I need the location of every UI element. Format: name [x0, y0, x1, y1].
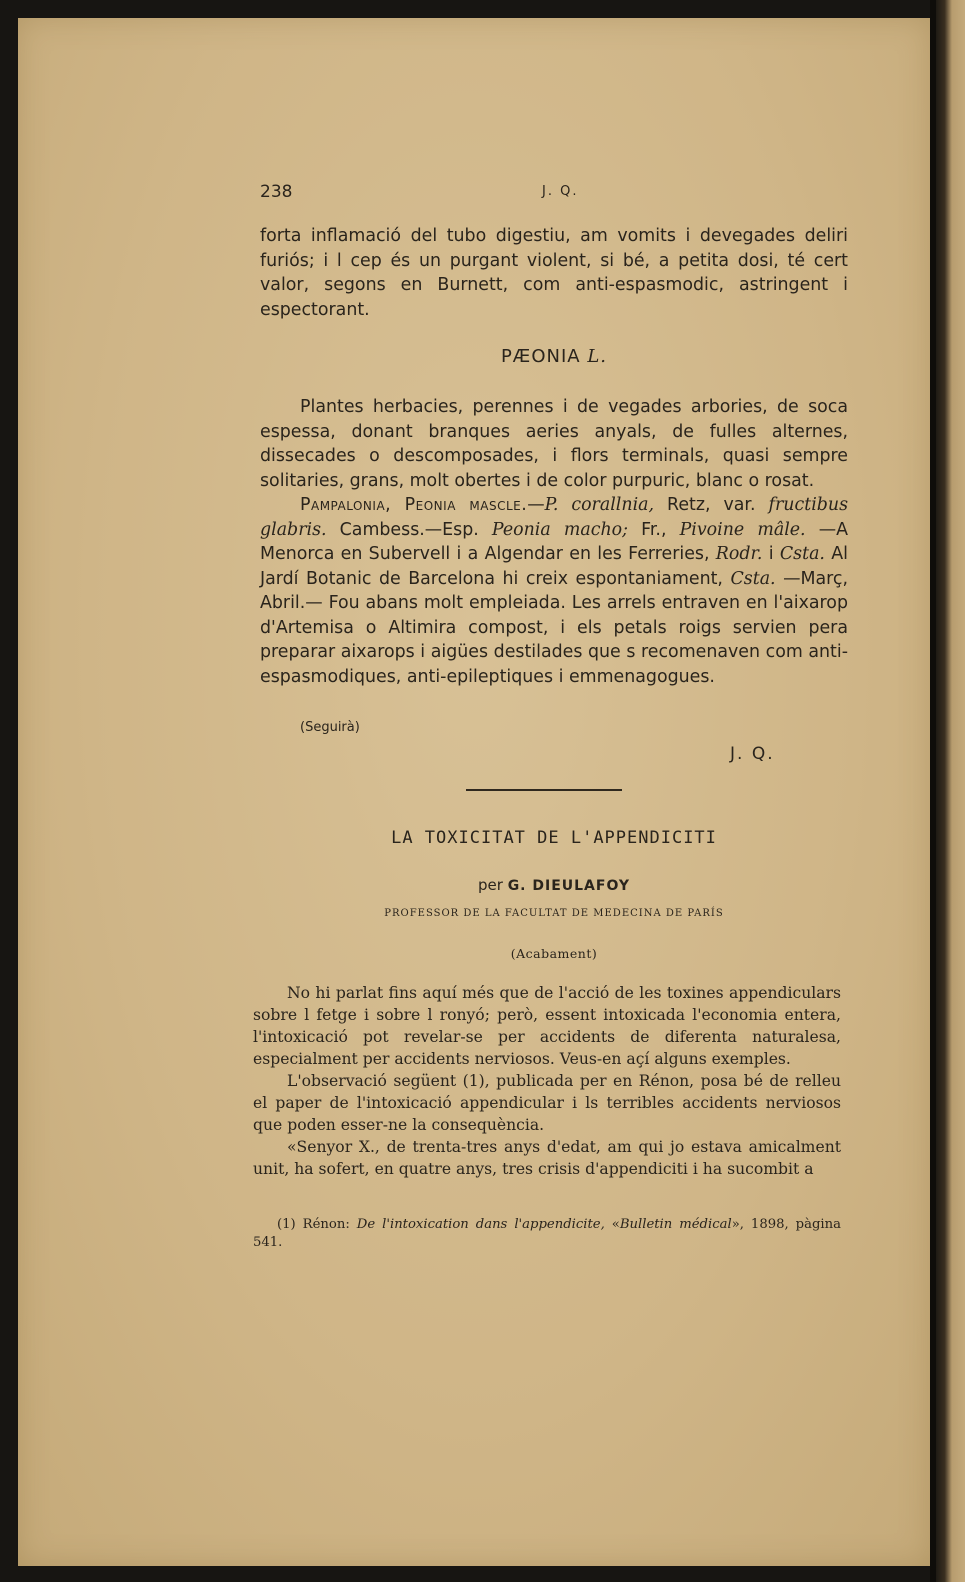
footnote	[253, 1216, 841, 1252]
author-name: G. DIEULAFOY	[507, 878, 630, 894]
section-divider	[466, 789, 622, 791]
byline	[260, 876, 848, 894]
article-paragraph: L'observació següent (1), publicada per en Rénon, posa bé de relleu el paper de l'intoxicació appendicular i ls terribles accidents nerviosos que poden esser-ne la consequència.	[253, 1072, 841, 1134]
french-name: Pivoine mâle.	[679, 519, 806, 540]
genus-author: L.	[587, 346, 608, 367]
spanish-name: Peonia macho;	[491, 519, 628, 540]
genus-description: Plantes herbacies, perennes i de vegades arbories, de soca espessa, donant branques aeries anyals, de fulles alternes, dissecades o descomposades, i flors terminals, quasi sempre solitaries, grans, molt obertes i de color purpuric, blanc o rosat.	[260, 397, 848, 491]
species-entry: Pampalonia, Peonia mascle.—P. corallnia, Retz, var. fructibus glabris. Cambess.—Esp. Peonia macho; Fr., Pivoine mâle. —A Menorca en Subervell i a Algendar en les Ferreries, Rodr. i Csta. Al Jardí Botanic de Barcelona hi creix espontaniament, Csta. —Març, Abril.— Fou abans molt empleiada. Les arrels entraven en l'aixarop d'Artemisa o Altimira compost, i els petals roigs servien pera preparar aixarops i aigües destilades que s recomenaven com anti-espasmodiques, anti-epileptiques i emmenagogues.	[260, 495, 849, 687]
article-paragraph: No hi parlat fins aquí més que de l'acció de les toxines appendiculars sobre l fetge i sobre l ronyó; però, essent intoxicada l'economia entera, l'intoxicació pot revelar-se per accidents de diferenta naturalesa, especialment per accidents nerviosos. Veus-en açí alguns exemples.	[253, 984, 841, 1068]
author-signature: J. Q.	[730, 744, 775, 764]
genus-name: PÆONIA	[500, 346, 581, 367]
paragraph-text: forta inflamació del tubo digestiu, am vomits i devegades deliri furiós; i l cep és un purgant violent, si bé, a petita dosi, té cert valor, segons en Burnett, com anti-espasmodic, astringent i espectorant.	[260, 226, 848, 320]
species-name: P. corallnia,	[544, 495, 655, 515]
genus-heading	[260, 346, 848, 367]
article-body	[253, 982, 841, 1180]
author-affiliation: PROFESSOR DE LA FACULTAT DE MEDECINA DE PARÍS	[384, 908, 724, 919]
byline-prefix: per	[477, 876, 503, 894]
running-head: J. Q.	[542, 184, 579, 199]
paeonia-section	[260, 395, 848, 689]
continuation-paragraph	[260, 224, 848, 322]
common-names: Pampalonia, Peonia mascle.	[300, 495, 528, 515]
continued-note: (Seguirà)	[300, 720, 360, 735]
article-paragraph: «Senyor X., de trenta-tres anys d'edat, am qui jo estava amicalment unit, ha sofert, en quatre anys, tres crisis d'appendiciti i ha sucombit a	[253, 1138, 841, 1178]
article-part: (Acabament)	[510, 946, 598, 961]
adjacent-page-edge	[936, 0, 965, 1582]
page-number: 238	[260, 182, 293, 202]
footnote-work-title: De l'intoxication dans l'appendicite,	[356, 1217, 605, 1232]
footnote-journal: Bulletin médical	[619, 1217, 732, 1232]
variety-name: fructibus glabris.	[260, 495, 849, 540]
footnote-text: (1) Rénon: De l'intoxication dans l'appendicite, «Bulletin médical», 1898, pàgina 541.	[253, 1217, 841, 1250]
page-gutter	[930, 0, 936, 1582]
article-title: LA TOXICITAT DE L'APPENDICITI	[391, 828, 717, 848]
